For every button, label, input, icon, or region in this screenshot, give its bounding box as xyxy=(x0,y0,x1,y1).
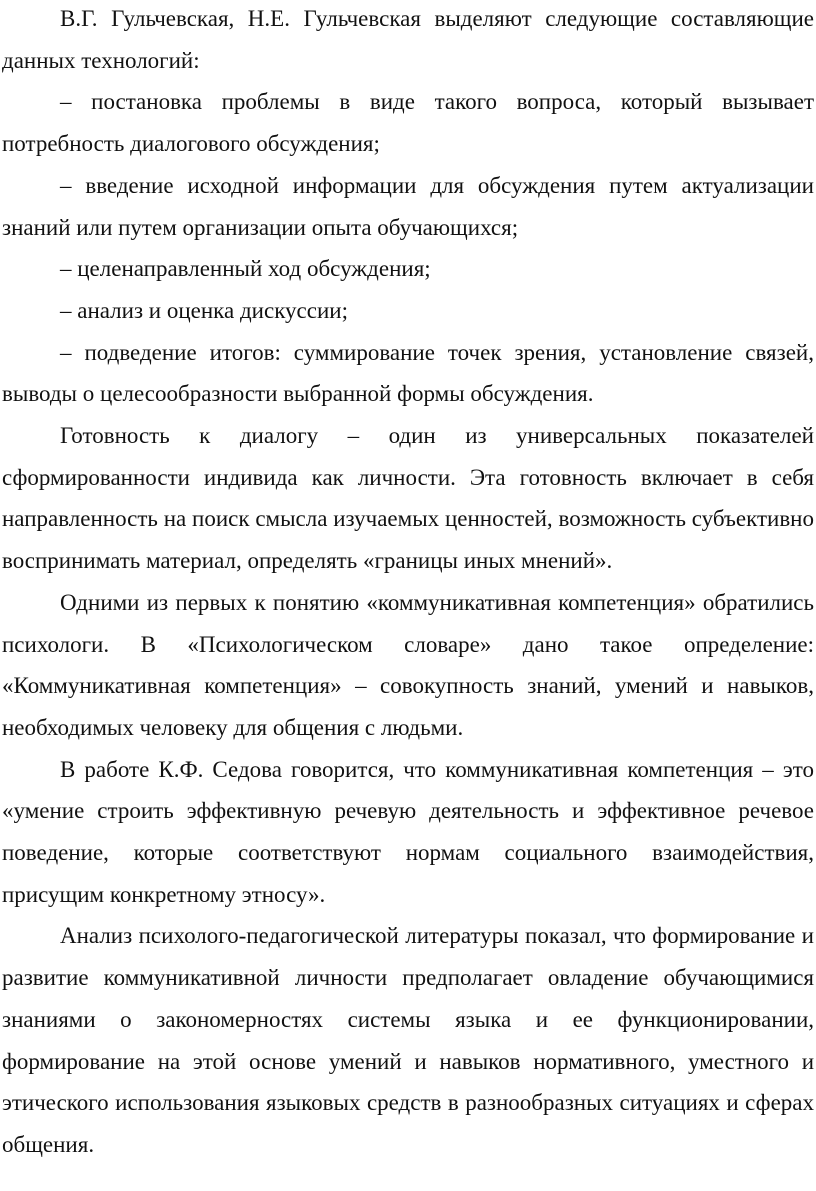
list-item: – целенаправленный ход обсуждения; xyxy=(60,256,431,282)
paragraph-communicative-competence-definition: Одними из первых к понятию «коммуникативная компетенция» обратились психологи. В «Психологическом словаре» дано такое определение: «Коммуникативная компетенция» – совокупность знаний, умений и навыков, необходимых человеку для общения с людьми. xyxy=(2,589,814,740)
list-item: – анализ и оценка дискуссии; xyxy=(60,297,348,323)
paragraph-dialogue-readiness: Готовность к диалогу – один из универсальных показателей сформированности индивида как личности. Эта готовность включает в себя направленность на поиск смысла изучаемых ценностей, возможность субъективно воспринимать материал, определять «границы иных мнений». xyxy=(2,423,814,574)
paragraph-intro: В.Г. Гульчевская, Н.Е. Гульчевская выделяют следующие составляющие данных технологий: xyxy=(2,6,814,73)
paragraph-literature-analysis: Анализ психолого-педагогической литературы показал, что формирование и развитие коммуникативной личности предполагает овладение обучающимися знаниями о закономерностях системы языка и ее функционировании, формирование на этой основе умений и навыков нормативного, уместного и этического использования языковых средств в разнообразных ситуациях и сферах общения. xyxy=(2,923,814,1157)
list-item: – постановка проблемы в виде такого вопроса, который вызывает потребность диалогового обсуждения; xyxy=(2,89,814,157)
list-item: – подведение итогов: суммирование точек зрения, установление связей, выводы о целесообразности выбранной формы обсуждения. xyxy=(2,339,814,407)
paragraph-sedov-quote: В работе К.Ф. Седова говорится, что коммуникативная компетенция – это «умение строить эффективную речевую деятельность и эффективное речевое поведение, которые соответствуют нормам социального взаимодействия, присущим конкретному этносу». xyxy=(2,756,814,907)
list-item: – введение исходной информации для обсуждения путем актуализации знаний или путем организации опыта обучающихся; xyxy=(2,172,814,240)
